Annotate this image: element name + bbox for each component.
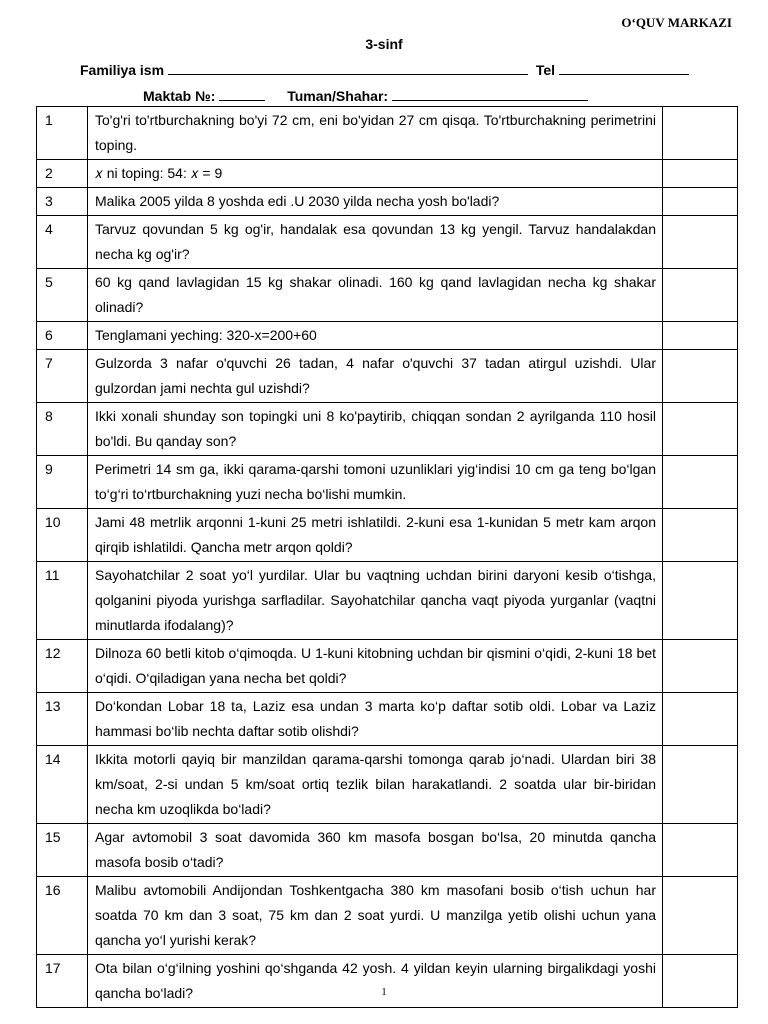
- question-number: 12: [37, 640, 88, 693]
- question-text: Perimetri 14 sm ga, ikki qarama-qarshi tomoni uzunliklari yig‘indisi 10 cm ga teng bo‘lgan to‘g‘ri to‘rtburchakning yuzi necha bo‘lishi mumkin.: [88, 456, 663, 509]
- question-row: [37, 216, 738, 269]
- familiya-blank: [168, 60, 528, 75]
- maktab-label: Maktab №:: [143, 88, 216, 104]
- questions-table: [36, 106, 738, 1008]
- answer-cell[interactable]: [663, 562, 738, 640]
- question-row: [37, 403, 738, 456]
- center-name: O‘QUV MARKAZI: [621, 15, 732, 30]
- question-text: Tarvuz qovundan 5 kg og'ir, handalak esa qovundan 13 kg yengil. Tarvuz handalakdan necha kg og'ir?: [88, 216, 663, 269]
- familiya-label: Familiya ism: [80, 62, 165, 78]
- answer-cell[interactable]: [663, 216, 738, 269]
- answer-cell[interactable]: [663, 188, 738, 216]
- question-number: 14: [37, 746, 88, 824]
- question-number: 13: [37, 693, 88, 746]
- question-row: [37, 877, 738, 955]
- question-number: 2: [37, 160, 88, 188]
- question-number: 8: [37, 403, 88, 456]
- question-row: [37, 456, 738, 509]
- question-row: [37, 188, 738, 216]
- question-number: 6: [37, 322, 88, 350]
- question-number: 5: [37, 269, 88, 322]
- question-text: Malika 2005 yilda 8 yoshda edi .U 2030 yilda necha yosh bo'ladi?: [88, 188, 663, 216]
- question-text: To'g'ri to'rtburchakning bo'yi 72 cm, eni bo'yidan 27 cm qisqa. To'rtburchakning perimetrini toping.: [88, 107, 663, 160]
- answer-cell[interactable]: [663, 160, 738, 188]
- question-text: Agar avtomobil 3 soat davomida 360 km masofa bosgan bo‘lsa, 20 minutda qancha masofa bosib o‘tadi?: [88, 824, 663, 877]
- question-row: [37, 955, 738, 1008]
- answer-cell[interactable]: [663, 269, 738, 322]
- question-number: 17: [37, 955, 88, 1008]
- answer-cell[interactable]: [663, 403, 738, 456]
- question-row: [37, 693, 738, 746]
- answer-cell[interactable]: [663, 877, 738, 955]
- question-number: 3: [37, 188, 88, 216]
- answer-cell[interactable]: [663, 509, 738, 562]
- question-row: [37, 824, 738, 877]
- question-number: 7: [37, 350, 88, 403]
- answer-cell[interactable]: [663, 322, 738, 350]
- name-tel-line: [80, 60, 689, 78]
- question-number: 10: [37, 509, 88, 562]
- question-number: 9: [37, 456, 88, 509]
- tuman-label: Tuman/Shahar:: [287, 88, 389, 104]
- tel-blank: [559, 60, 689, 75]
- question-text: Jami 48 metrlik arqonni 1-kuni 25 metri ishlatildi. 2-kuni esa 1-kunidan 5 metr kam arqon qirqib ishlatildi. Qancha metr arqon qoldi?: [88, 509, 663, 562]
- answer-cell[interactable]: [663, 746, 738, 824]
- question-text: Do‘kondan Lobar 18 ta, Laziz esa undan 3 marta ko‘p daftar sotib oldi. Lobar va Laziz hammasi bo‘lib nechta daftar sotib olishdi?: [88, 693, 663, 746]
- question-row: [37, 746, 738, 824]
- question-text: Tenglamani yeching: 320-x=200+60: [88, 322, 663, 350]
- question-text: Malibu avtomobili Andijondan Toshkentgacha 380 km masofani bosib o‘tish uchun har soatda 70 km dan 3 soat, 75 km dan 2 soat yurdi. U manzilga yetib olishi uchun yana qancha yo‘l yurishi kerak?: [88, 877, 663, 955]
- question-text: Dilnoza 60 betli kitob o‘qimoqda. U 1-kuni kitobning uchdan bir qismini o‘qidi, 2-kuni 18 bet o‘qidi. O‘qiladigan yana necha bet qoldi?: [88, 640, 663, 693]
- answer-cell[interactable]: [663, 955, 738, 1008]
- page-number: 1: [381, 986, 387, 998]
- question-row: [37, 160, 738, 188]
- answer-cell[interactable]: [663, 640, 738, 693]
- question-text: 𝑥 ni toping: 54: 𝑥 = 9: [88, 160, 663, 188]
- question-row: [37, 107, 738, 160]
- maktab-blank: [219, 86, 265, 101]
- question-text: Ota bilan o‘g‘ilning yoshini qo‘shganda 42 yosh. 4 yildan keyin ularning birgalikdagi yoshi qancha bo‘ladi?: [88, 955, 663, 1008]
- question-row: [37, 640, 738, 693]
- question-text: Gulzorda 3 nafar o'quvchi 26 tadan, 4 nafar o'quvchi 37 tadan atirgul uzishdi. Ular gulzordan jami nechta gul uzishdi?: [88, 350, 663, 403]
- question-number: 11: [37, 562, 88, 640]
- question-number: 16: [37, 877, 88, 955]
- school-district-line: [143, 86, 588, 104]
- question-text: Ikkita motorli qayiq bir manzildan qarama-qarshi tomonga qarab jo‘nadi. Ulardan biri 38 km/soat, 2-si undan 5 km/soat ortiq tezlik bilan harakatlandi. 2 soatda ular bir-biridan necha km uzoqlikda bo‘ladi?: [88, 746, 663, 824]
- question-row: [37, 509, 738, 562]
- question-number: 1: [37, 107, 88, 160]
- answer-cell[interactable]: [663, 350, 738, 403]
- tuman-blank: [392, 86, 588, 101]
- answer-cell[interactable]: [663, 693, 738, 746]
- question-text: 60 kg qand lavlagidan 15 kg shakar olinadi. 160 kg qand lavlagidan necha kg shakar olinadi?: [88, 269, 663, 322]
- question-number: 4: [37, 216, 88, 269]
- question-row: [37, 269, 738, 322]
- question-row: [37, 322, 738, 350]
- answer-cell[interactable]: [663, 824, 738, 877]
- tel-label: Tel: [535, 62, 556, 78]
- questions-body: [37, 107, 738, 1008]
- question-text: Ikki xonali shunday son topingki uni 8 ko'paytirib, chiqqan sondan 2 ayrilganda 110 hosil bo'ldi. Bu qanday son?: [88, 403, 663, 456]
- question-text: Sayohatchilar 2 soat yo‘l yurdilar. Ular bu vaqtning uchdan birini daryoni kesib o‘tishga, qolganini piyoda yurishga sarfladilar. Sayohatchilar qancha vaqt piyoda yurganlar (vaqtni minutlarda ifodalang)?: [88, 562, 663, 640]
- answer-cell[interactable]: [663, 107, 738, 160]
- grade-title: 3-sinf: [365, 36, 403, 52]
- answer-cell[interactable]: [663, 456, 738, 509]
- question-number: 15: [37, 824, 88, 877]
- question-row: [37, 350, 738, 403]
- question-row: [37, 562, 738, 640]
